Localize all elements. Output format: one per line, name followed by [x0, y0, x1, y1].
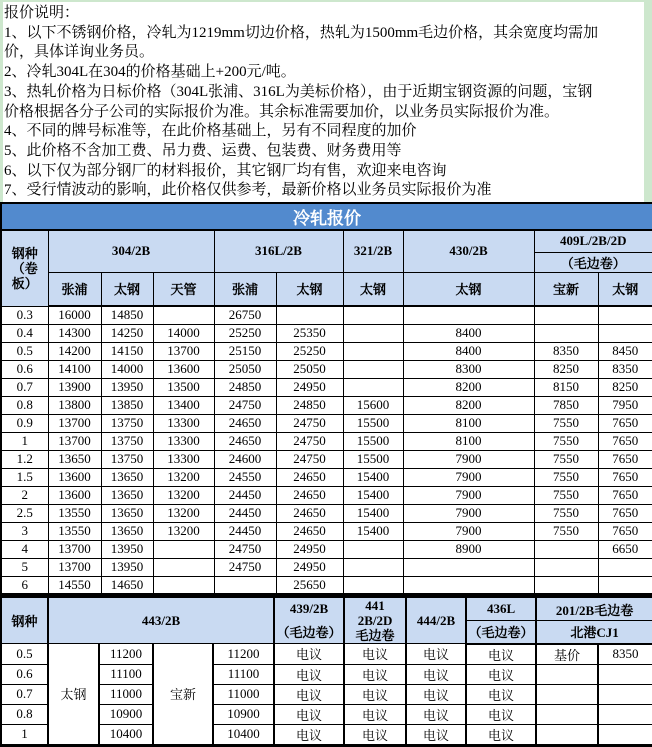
note-line: 3、热轧价格为日标价格（304L张浦、316L为美标价格），由于近期宝钢资源的问题，宝钢 — [4, 83, 593, 100]
price-cell: 25650 — [276, 576, 343, 594]
price-cell: 电议 — [344, 684, 406, 704]
price-cell: 13550 — [48, 522, 101, 540]
price-cell: 24950 — [276, 378, 343, 396]
price-cell — [343, 306, 403, 324]
note-line: 2、冷轧304L在304的价格基础上+200元/吨。 — [4, 64, 296, 81]
price-cell: 7850 — [534, 396, 598, 414]
mill-cell-baoxin: 宝新 — [153, 644, 213, 746]
price-cell: 7950 — [598, 396, 652, 414]
price-cell: 24950 — [276, 540, 343, 558]
price-cell: 25350 — [276, 324, 343, 342]
group-header-439-line: （毛边卷） — [276, 624, 342, 640]
price-cell: 7650 — [598, 486, 652, 504]
price-cell: 8400 — [403, 342, 534, 360]
price-cell: 13600 — [153, 360, 214, 378]
group-header-201-sub: 北港CJ1 — [536, 621, 652, 644]
price-cell: 24750 — [214, 396, 276, 414]
group-header-439-line: 439/2B — [289, 600, 329, 616]
price-cell: 电议 — [344, 704, 406, 724]
table-row — [1, 324, 652, 342]
table-row — [1, 360, 652, 378]
price-cell: 24650 — [276, 486, 343, 504]
price-cell: 7650 — [598, 450, 652, 468]
price-cell: 13600 — [48, 486, 101, 504]
price-cell — [153, 306, 214, 324]
price-cell: 13600 — [48, 468, 101, 486]
price-cell: 13300 — [153, 432, 214, 450]
table-row — [1, 306, 652, 324]
price-cell: 25150 — [214, 342, 276, 360]
price-cell — [536, 684, 598, 704]
price-cell: 14200 — [48, 342, 101, 360]
price-cell: 7650 — [598, 414, 652, 432]
group-header-441 — [344, 597, 406, 644]
note-line: 价格根据各分子公司的实际报价为准。其余标准需要加价，以业务员实际报价为准。 — [4, 103, 560, 120]
price-cell: 电议 — [274, 704, 344, 724]
group-header-439 — [274, 597, 344, 644]
price-cell — [598, 724, 652, 745]
price-cell: 13300 — [153, 414, 214, 432]
group-header-441-line: 毛边卷 — [355, 628, 395, 643]
price-cell: 7900 — [403, 468, 534, 486]
price-cell: 13650 — [101, 486, 153, 504]
thickness-cell: 0.5 — [1, 644, 48, 665]
steel-grade-header-2: 钢种 — [1, 597, 48, 644]
price-cell: 8900 — [403, 540, 534, 558]
price-cell: 14150 — [101, 342, 153, 360]
price-cell: 电议 — [466, 664, 536, 684]
price-cell: 14100 — [48, 360, 101, 378]
price-cell: 25250 — [214, 324, 276, 342]
thickness-cell: 0.8 — [1, 396, 48, 414]
table-row — [1, 450, 652, 468]
price-cell: 24750 — [276, 432, 343, 450]
price-cell: 15400 — [343, 468, 403, 486]
thickness-cell: 0.7 — [1, 684, 48, 704]
price-cell — [598, 576, 652, 594]
price-cell: 电议 — [406, 704, 466, 724]
note-line: 5、此价格不含加工费、吊力费、运费、包装费、财务费用等 — [4, 142, 402, 159]
price-cell: 13700 — [153, 342, 214, 360]
mill-header: 太钢 — [403, 272, 534, 306]
price-cell — [598, 558, 652, 576]
price-cell: 7550 — [534, 504, 598, 522]
price-cell — [598, 684, 652, 704]
price-cell: 7550 — [534, 432, 598, 450]
price-cell: 15500 — [343, 450, 403, 468]
price-cell: 电议 — [344, 644, 406, 665]
mill-header: 张浦 — [48, 272, 101, 306]
price-cell: 7900 — [403, 450, 534, 468]
table-row — [1, 504, 652, 522]
thickness-cell: 0.6 — [1, 664, 48, 684]
steel-grade-line: 钢种 — [11, 245, 38, 261]
price-cell: 24450 — [214, 504, 276, 522]
price-cell — [598, 306, 652, 324]
price-cell: 13650 — [48, 450, 101, 468]
secondary-price-table — [0, 595, 652, 747]
price-cell: 电议 — [406, 644, 466, 665]
price-cell: 13700 — [48, 432, 101, 450]
price-cell: 15500 — [343, 432, 403, 450]
table-title: 冷轧报价 — [1, 203, 652, 230]
price-cell — [598, 324, 652, 342]
group-header-409-sub: （毛边卷） — [534, 252, 652, 272]
price-cell: 电议 — [466, 724, 536, 745]
price-cell — [343, 360, 403, 378]
thickness-cell: 6 — [1, 576, 48, 594]
mill-header: 太钢 — [343, 272, 403, 306]
price-cell: 8350 — [534, 342, 598, 360]
price-cell: 13900 — [48, 378, 101, 396]
thickness-cell: 0.3 — [1, 306, 48, 324]
group-header-444: 444/2B — [406, 597, 466, 644]
price-cell: 15400 — [343, 504, 403, 522]
thickness-cell: 1 — [1, 724, 48, 745]
price-cell: 13200 — [153, 468, 214, 486]
price-cell: 11200 — [99, 644, 153, 665]
table-row — [1, 724, 652, 745]
mill-cell-taigang: 太钢 — [48, 644, 99, 746]
table-row — [1, 414, 652, 432]
group-header-441-line: 441 — [365, 598, 385, 613]
thickness-cell: 1.5 — [1, 468, 48, 486]
price-cell: 8450 — [598, 342, 652, 360]
price-cell: 7900 — [403, 504, 534, 522]
price-cell — [598, 664, 652, 684]
price-cell: 8100 — [403, 414, 534, 432]
price-cell — [534, 324, 598, 342]
price-cell: 13700 — [48, 558, 101, 576]
price-cell: 14250 — [101, 324, 153, 342]
thickness-cell: 5 — [1, 558, 48, 576]
price-cell: 15400 — [343, 522, 403, 540]
group-header-201: 201/2B毛边卷 — [536, 597, 652, 621]
price-cell: 电议 — [406, 684, 466, 704]
price-cell: 24750 — [214, 558, 276, 576]
thickness-cell: 0.6 — [1, 360, 48, 378]
price-cell: 8350 — [598, 360, 652, 378]
price-cell — [153, 576, 214, 594]
price-cell: 8100 — [403, 432, 534, 450]
price-cell: 13800 — [48, 396, 101, 414]
price-cell: 14000 — [101, 360, 153, 378]
price-cell: 10900 — [213, 704, 274, 724]
price-cell: 14550 — [48, 576, 101, 594]
note-line: 报价说明： — [4, 5, 80, 21]
mill-header: 宝新 — [534, 272, 598, 306]
price-cell: 13950 — [101, 378, 153, 396]
price-cell: 7550 — [534, 468, 598, 486]
price-cell: 电议 — [406, 664, 466, 684]
price-cell: 电议 — [344, 724, 406, 745]
price-cell: 13400 — [153, 396, 214, 414]
table-row — [1, 468, 652, 486]
table-row — [1, 342, 652, 360]
price-cell — [276, 306, 343, 324]
thickness-cell: 2.5 — [1, 504, 48, 522]
thickness-cell: 0.7 — [1, 378, 48, 396]
group-header-436: 436L — [466, 597, 536, 621]
table-row — [1, 684, 652, 704]
thickness-cell: 2 — [1, 486, 48, 504]
mill-header: 太钢 — [276, 272, 343, 306]
price-cell: 15600 — [343, 396, 403, 414]
price-cell: 13300 — [153, 450, 214, 468]
group-header-443: 443/2B — [48, 597, 274, 644]
price-cell: 24850 — [214, 378, 276, 396]
price-cell: 15400 — [343, 486, 403, 504]
price-cell: 8200 — [403, 396, 534, 414]
price-cell — [343, 540, 403, 558]
price-cell: 13650 — [101, 522, 153, 540]
price-cell: 11000 — [213, 684, 274, 704]
price-cell: 24950 — [276, 558, 343, 576]
quotation-notes — [0, 0, 652, 202]
table-row — [1, 522, 652, 540]
price-cell — [534, 558, 598, 576]
price-cell: 24850 — [276, 396, 343, 414]
price-cell: 25050 — [276, 360, 343, 378]
thickness-cell: 1.2 — [1, 450, 48, 468]
price-cell: 11000 — [99, 684, 153, 704]
price-cell — [403, 558, 534, 576]
steel-grade-line: （卷 — [11, 260, 38, 276]
price-cell: 7900 — [403, 486, 534, 504]
table-row — [1, 664, 652, 684]
note-line: 6、以下仅为部分钢厂的材料报价，其它钢厂均有售，欢迎来电咨询 — [4, 162, 447, 179]
price-cell: 24600 — [214, 450, 276, 468]
price-cell: 26750 — [214, 306, 276, 324]
price-cell: 基价 — [536, 644, 598, 665]
price-cell — [153, 558, 214, 576]
mill-header: 天管 — [153, 272, 214, 306]
price-cell: 8250 — [534, 360, 598, 378]
group-header-304: 304/2B — [48, 230, 214, 272]
price-cell — [343, 558, 403, 576]
price-cell: 24450 — [214, 486, 276, 504]
price-cell: 13950 — [101, 540, 153, 558]
price-cell — [403, 576, 534, 594]
price-cell: 电议 — [466, 704, 536, 724]
group-header-409: 409L/2B/2D — [534, 230, 652, 252]
group-header-316L: 316L/2B — [214, 230, 343, 272]
price-cell: 16000 — [48, 306, 101, 324]
price-cell: 7650 — [598, 522, 652, 540]
price-cell: 25050 — [214, 360, 276, 378]
price-cell: 电议 — [274, 644, 344, 665]
price-cell: 24650 — [214, 414, 276, 432]
thickness-cell: 0.9 — [1, 414, 48, 432]
price-cell: 13700 — [48, 540, 101, 558]
group-header-436-sub: （毛边卷） — [466, 621, 536, 644]
price-cell — [536, 704, 598, 724]
price-cell — [403, 306, 534, 324]
price-cell: 7550 — [534, 486, 598, 504]
price-cell: 6650 — [598, 540, 652, 558]
price-cell: 14850 — [101, 306, 153, 324]
mill-header: 太钢 — [598, 272, 652, 306]
price-cell: 13200 — [153, 522, 214, 540]
price-cell: 10400 — [99, 724, 153, 745]
price-cell: 11100 — [213, 664, 274, 684]
thickness-cell: 1 — [1, 432, 48, 450]
price-cell — [343, 576, 403, 594]
price-cell: 24750 — [276, 414, 343, 432]
table-row — [1, 396, 652, 414]
cold-rolled-price-table — [0, 202, 652, 595]
price-cell — [534, 540, 598, 558]
table-row — [1, 576, 652, 594]
price-cell: 13200 — [153, 504, 214, 522]
price-cell — [536, 664, 598, 684]
price-cell: 8150 — [534, 378, 598, 396]
thickness-cell: 3 — [1, 522, 48, 540]
price-cell — [534, 306, 598, 324]
group-header-321: 321/2B — [343, 230, 403, 272]
note-line: 1、以下不锈钢价格，冷轧为1219mm切边价格，热轧为1500mm毛边价格，其余宽度均需加 — [4, 24, 599, 41]
price-cell: 电议 — [466, 644, 536, 665]
price-cell: 11100 — [99, 664, 153, 684]
mill-header: 太钢 — [101, 272, 153, 306]
price-cell — [343, 324, 403, 342]
table-row — [1, 558, 652, 576]
price-cell: 14300 — [48, 324, 101, 342]
note-line: 4、不同的牌号标准等，在此价格基础上，另有不同程度的加价 — [4, 123, 417, 140]
price-cell: 电议 — [344, 664, 406, 684]
price-cell: 8350 — [598, 644, 652, 665]
price-cell: 24650 — [214, 432, 276, 450]
price-cell: 24650 — [276, 504, 343, 522]
price-cell: 10400 — [213, 724, 274, 745]
price-cell: 24750 — [276, 450, 343, 468]
thickness-cell: 4 — [1, 540, 48, 558]
price-cell: 7900 — [403, 522, 534, 540]
price-cell: 13700 — [48, 414, 101, 432]
price-cell — [536, 724, 598, 745]
price-cell: 14000 — [153, 324, 214, 342]
price-cell: 7650 — [598, 504, 652, 522]
price-cell: 8200 — [403, 378, 534, 396]
price-cell: 24650 — [276, 522, 343, 540]
price-cell: 10900 — [99, 704, 153, 724]
group-header-441-line: 2B/2D — [357, 613, 393, 628]
price-cell: 15500 — [343, 414, 403, 432]
table-row — [1, 378, 652, 396]
table-row — [1, 704, 652, 724]
thickness-cell: 0.8 — [1, 704, 48, 724]
table-row — [1, 644, 652, 665]
price-cell: 7550 — [534, 414, 598, 432]
price-cell: 8400 — [403, 324, 534, 342]
price-cell: 13650 — [101, 468, 153, 486]
price-cell: 电议 — [466, 684, 536, 704]
price-cell: 24750 — [214, 540, 276, 558]
price-cell: 24650 — [276, 468, 343, 486]
steel-grade-header — [1, 230, 48, 306]
mill-header: 张浦 — [214, 272, 276, 306]
price-cell: 13950 — [101, 558, 153, 576]
price-cell: 14650 — [101, 576, 153, 594]
price-cell: 13850 — [101, 396, 153, 414]
price-cell — [343, 378, 403, 396]
steel-grade-line: 板） — [11, 275, 38, 291]
price-cell: 7550 — [534, 522, 598, 540]
price-cell: 13750 — [101, 450, 153, 468]
table-row — [1, 432, 652, 450]
table-row — [1, 486, 652, 504]
price-cell — [598, 704, 652, 724]
price-cell: 13550 — [48, 504, 101, 522]
note-line: 7、受行情波动的影响，此价格仅供参考，最新价格以业务员实际报价为准 — [4, 182, 492, 199]
price-cell — [214, 576, 276, 594]
table-row — [1, 540, 652, 558]
price-cell — [534, 576, 598, 594]
price-cell: 13500 — [153, 378, 214, 396]
thickness-cell: 0.5 — [1, 342, 48, 360]
note-line: 价，具体详询业务员。 — [4, 44, 155, 61]
price-cell — [343, 342, 403, 360]
price-cell — [153, 540, 214, 558]
price-cell: 7650 — [598, 432, 652, 450]
price-cell: 11200 — [213, 644, 274, 665]
price-cell: 电议 — [406, 724, 466, 745]
group-header-430: 430/2B — [403, 230, 534, 272]
price-cell: 8300 — [403, 360, 534, 378]
price-cell: 电议 — [274, 664, 344, 684]
price-cell: 24450 — [214, 522, 276, 540]
price-cell: 25250 — [276, 342, 343, 360]
thickness-cell: 0.4 — [1, 324, 48, 342]
price-cell: 电议 — [274, 724, 344, 745]
price-cell: 8250 — [598, 378, 652, 396]
price-cell: 7650 — [598, 468, 652, 486]
price-cell: 13650 — [101, 504, 153, 522]
price-cell: 24550 — [214, 468, 276, 486]
price-cell: 13750 — [101, 414, 153, 432]
price-cell: 7550 — [534, 450, 598, 468]
price-cell: 13750 — [101, 432, 153, 450]
price-cell: 13200 — [153, 486, 214, 504]
price-cell: 电议 — [274, 684, 344, 704]
